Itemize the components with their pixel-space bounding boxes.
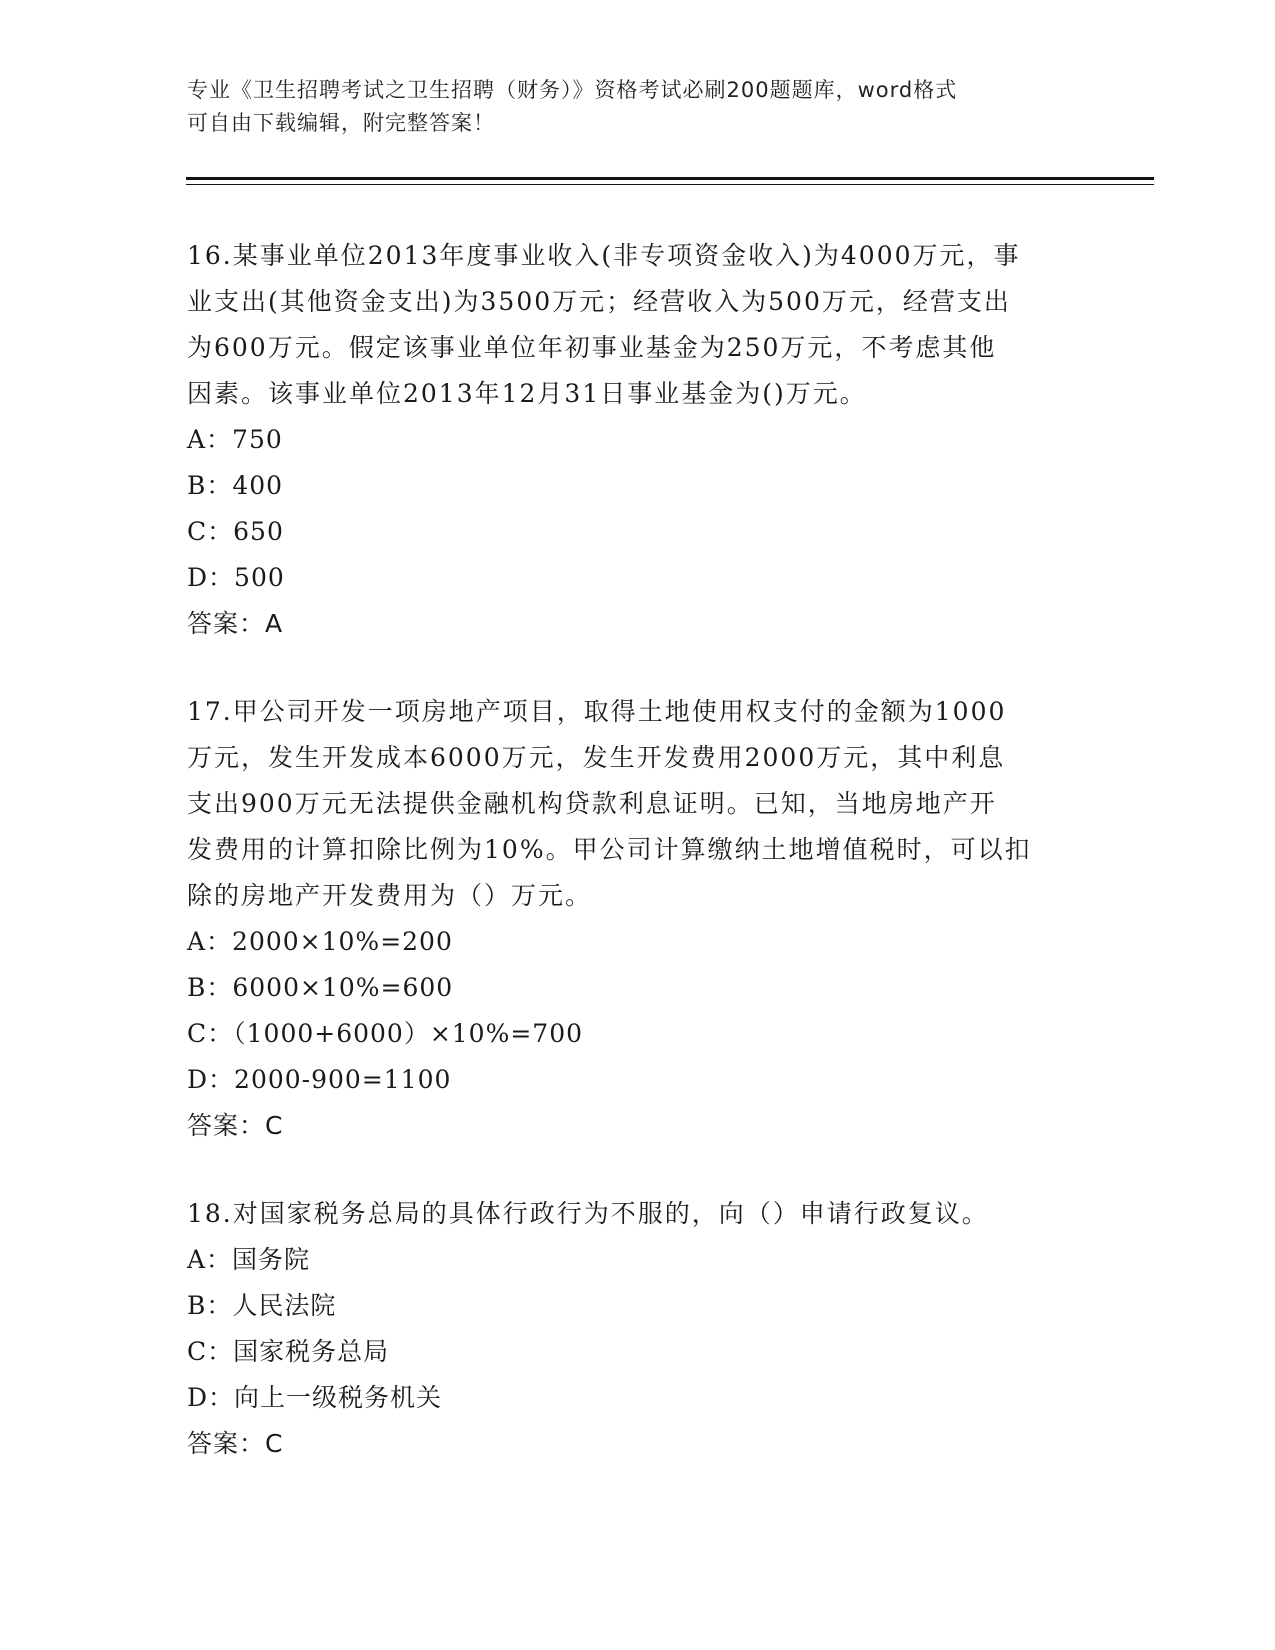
question-text-line: 万元，发生开发成本6000万元，发生开发费用2000万元，其中利息: [187, 743, 1006, 772]
document-header: [187, 74, 1067, 140]
answer: 答案：C: [187, 1429, 284, 1458]
question-16: [187, 233, 1087, 647]
question-17: [187, 689, 1087, 1149]
answer: 答案：C: [187, 1111, 284, 1140]
option-b: B：400: [187, 471, 284, 500]
header-divider-thin: [186, 184, 1154, 185]
option-b: B：6000×10%=600: [187, 973, 454, 1002]
header-divider-thick: [186, 177, 1154, 180]
option-a: A：2000×10%=200: [187, 927, 453, 956]
question-text-line: 17.甲公司开发一项房地产项目，取得土地使用权支付的金额为1000: [187, 697, 1007, 726]
question-text-line: 支出900万元无法提供金融机构贷款利息证明。已知，当地房地产开: [187, 789, 997, 818]
question-text-line: 除的房地产开发费用为（）万元。: [187, 881, 593, 910]
question-18: [187, 1191, 1087, 1467]
header-line-1: 专业《卫生招聘考试之卫生招聘（财务）》资格考试必刷200题题库，word格式: [187, 78, 958, 102]
option-a: A：国务院: [187, 1245, 311, 1274]
option-a: A：750: [187, 425, 283, 454]
header-line-2: 可自由下载编辑，附完整答案！: [187, 111, 495, 135]
question-text-line: 发费用的计算扣除比例为10%。甲公司计算缴纳土地增值税时，可以扣: [187, 835, 1032, 864]
option-c: C：（1000+6000）×10%=700: [187, 1019, 584, 1048]
question-text-line: 16.某事业单位2013年度事业收入(非专项资金收入)为4000万元，事: [187, 241, 1021, 270]
option-c: C：国家税务总局: [187, 1337, 390, 1366]
question-text-line: 18.对国家税务总局的具体行政行为不服的，向（）申请行政复议。: [187, 1199, 989, 1228]
option-c: C：650: [187, 517, 284, 546]
question-text-line: 为600万元。假定该事业单位年初事业基金为250万元，不考虑其他: [187, 333, 997, 362]
question-text-line: 因素。该事业单位2013年12月31日事业基金为()万元。: [187, 379, 867, 408]
question-text-line: 业支出(其他资金支出)为3500万元；经营收入为500万元，经营支出: [187, 287, 1011, 316]
option-d: D：500: [187, 563, 285, 592]
answer: 答案：A: [187, 609, 284, 638]
option-d: D：2000-900=1100: [187, 1065, 452, 1094]
option-b: B：人民法院: [187, 1291, 337, 1320]
option-d: D：向上一级税务机关: [187, 1383, 443, 1412]
